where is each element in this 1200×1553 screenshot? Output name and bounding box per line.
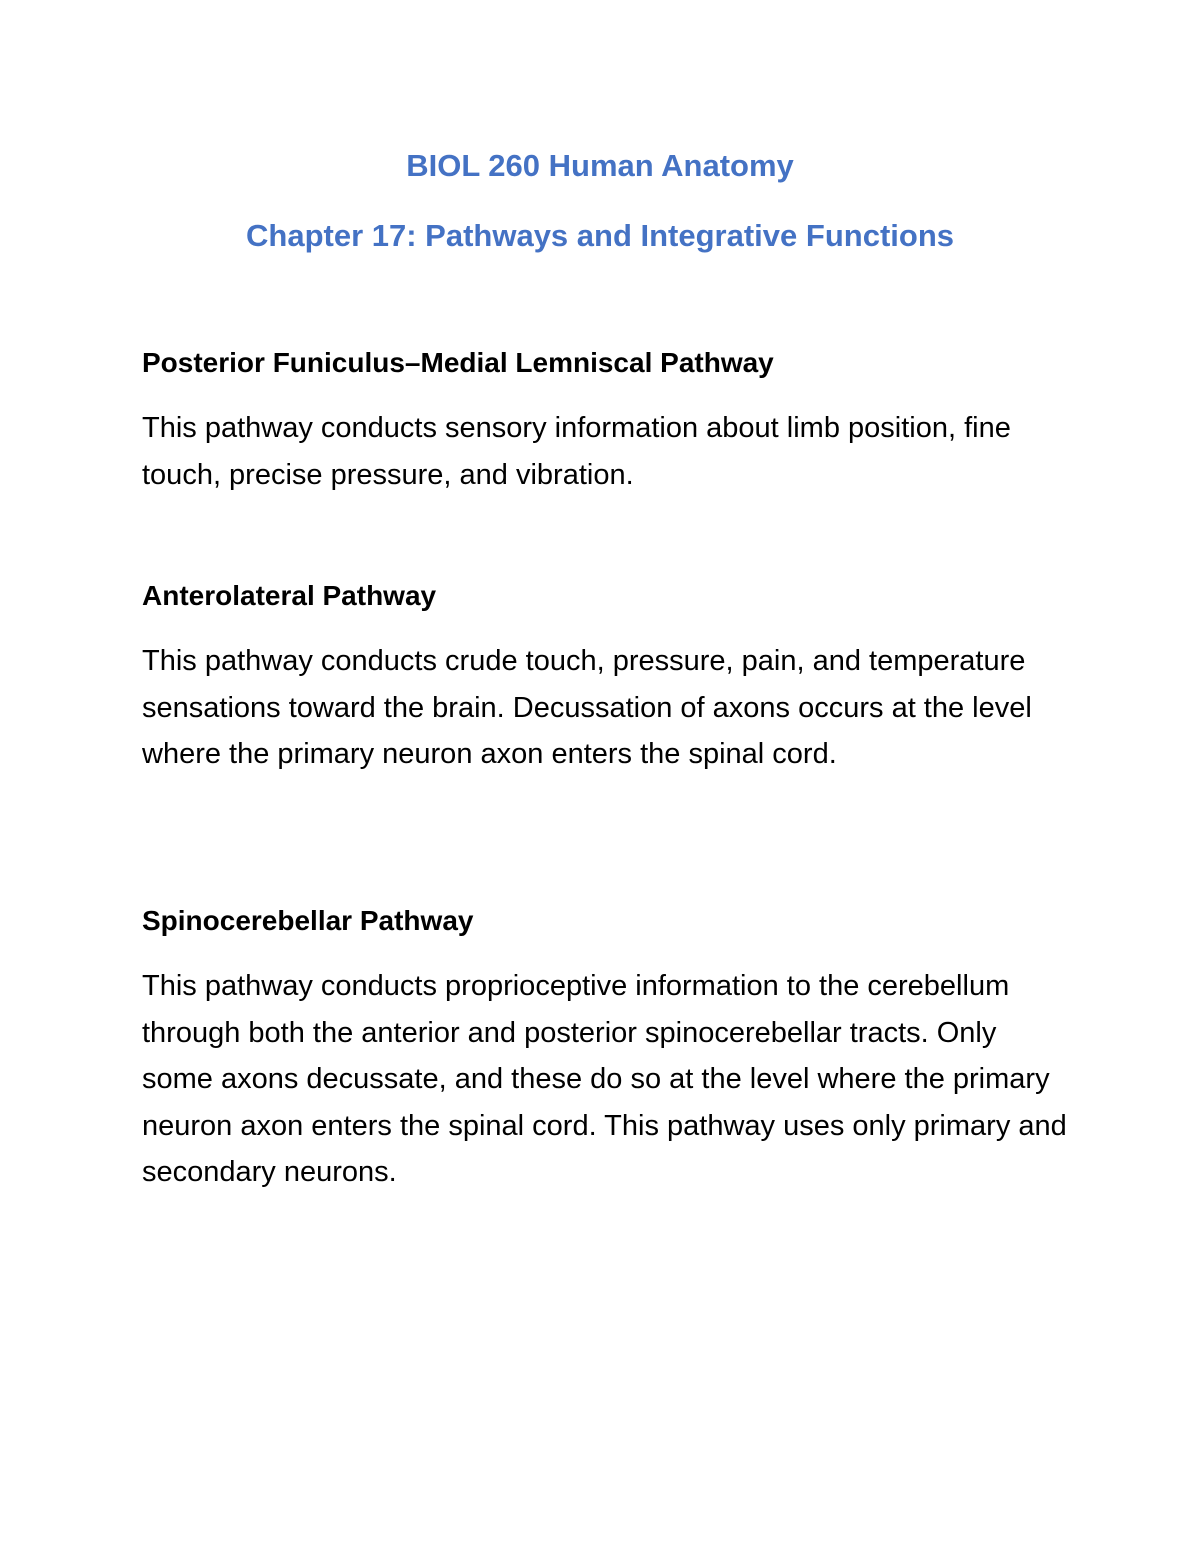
section-heading: Anterolateral Pathway bbox=[142, 580, 437, 611]
section-posterior-funiculus bbox=[142, 343, 1072, 498]
chapter-title: Chapter 17: Pathways and Integrative Functions bbox=[246, 218, 954, 253]
section-heading: Posterior Funiculus–Medial Lemniscal Pathway bbox=[142, 347, 774, 378]
section-heading: Spinocerebellar Pathway bbox=[142, 905, 474, 936]
section-body: This pathway conducts proprioceptive information to the cerebellum through both the anterior and posterior spinocerebellar tracts. Only some axons decussate, and these do so at the level where the primary neuron axon enters the spinal cord. This pathway uses only primary and secondary neurons. bbox=[142, 970, 1067, 1188]
course-title: BIOL 260 Human Anatomy bbox=[406, 148, 794, 183]
section-anterolateral bbox=[142, 576, 1072, 778]
section-spinocerebellar bbox=[142, 901, 1072, 1196]
section-body: This pathway conducts sensory information about limb position, fine touch, precise pressure, and vibration. bbox=[142, 412, 1011, 491]
section-body: This pathway conducts crude touch, pressure, pain, and temperature sensations toward the brain. Decussation of axons occurs at the level where the primary neuron axon enters the spinal cord. bbox=[142, 645, 1032, 770]
